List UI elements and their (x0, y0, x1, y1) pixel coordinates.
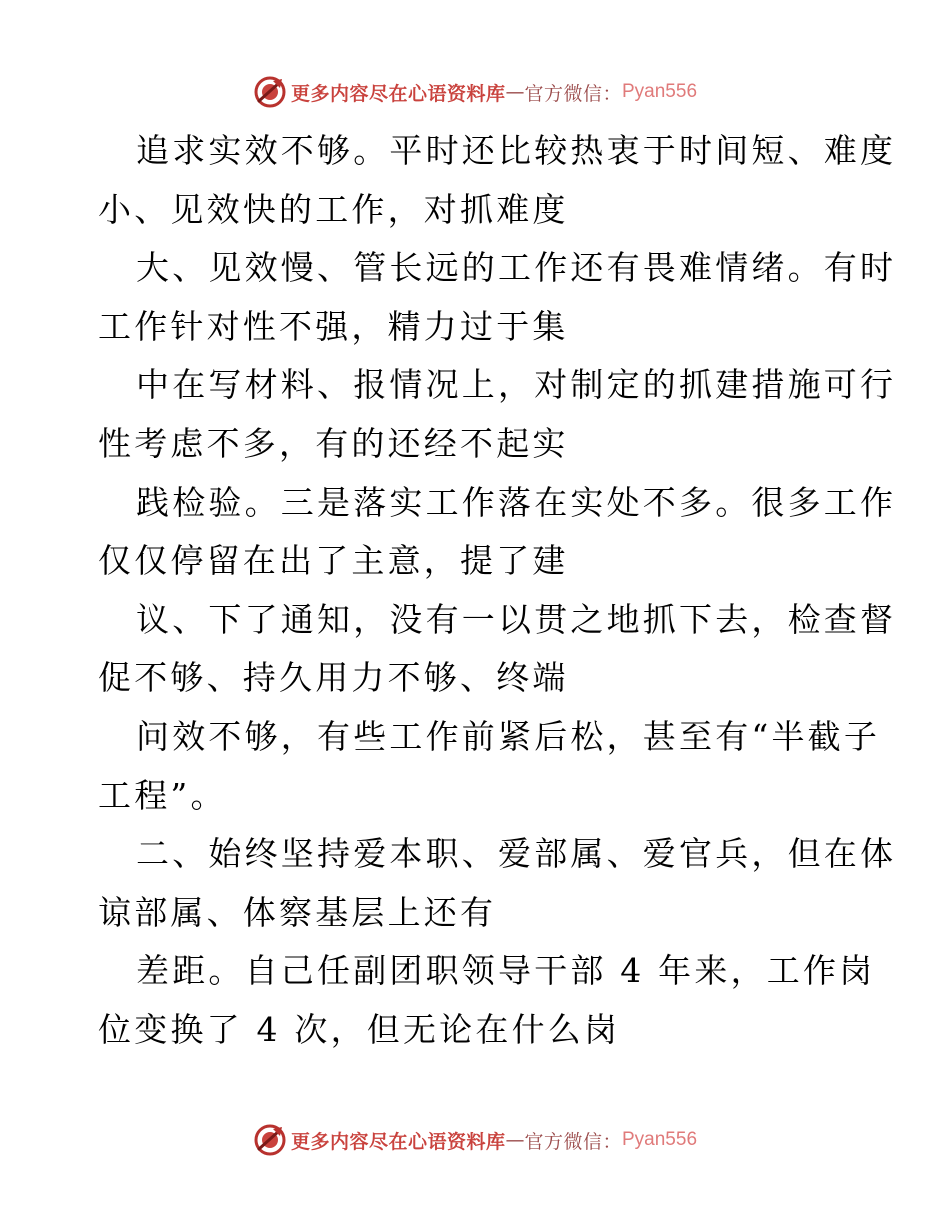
watermark-label: 官方微信： (524, 82, 622, 105)
watermark-title: 更多内容尽在心语资料库 (290, 1130, 506, 1153)
body-line: 大、见效慢、管长远的工作还有畏难情绪。有时 (136, 248, 897, 288)
watermark-label: 官方微信： (524, 1130, 622, 1153)
body-line: 谅部属、体察基层上还有 (98, 892, 497, 932)
footer-watermark (0, 1120, 950, 1160)
watermark-separator: — (505, 1129, 525, 1151)
watermark-handle: Pyan556 (622, 1129, 698, 1150)
header-watermark (0, 72, 950, 112)
body-line: 追求实效不够。平时还比较热衷于时间短、难度 (136, 131, 897, 170)
body-line: 工程”。 (98, 775, 227, 815)
red-circular-seal-icon (253, 75, 287, 109)
body-line: 性考虑不多，有的还经不起实 (98, 423, 569, 463)
document-body (98, 122, 897, 1060)
body-line: 二、始终坚持爱本职、爱部属、爱官兵，但在体 (136, 834, 897, 874)
body-line: 位变换了 4 次，但无论在什么岗 (98, 1009, 621, 1049)
body-line: 小、见效快的工作，对抓难度 (98, 189, 569, 229)
body-line: 践检验。三是落实工作落在实处不多。很多工作 (136, 482, 897, 522)
body-line: 问效不够，有些工作前紧后松，甚至有“半截子 (136, 716, 881, 756)
body-line: 差距。自己任副团职领导干部 4 年来，工作岗 (136, 951, 876, 991)
watermark-title: 更多内容尽在心语资料库 (290, 82, 506, 105)
red-circular-seal-icon (253, 1123, 287, 1157)
body-line: 工作针对性不强，精力过于集 (98, 306, 569, 346)
body-line: 促不够、持久用力不够、终端 (98, 658, 569, 698)
watermark-separator: — (505, 81, 525, 103)
watermark-handle: Pyan556 (622, 81, 698, 102)
body-line: 仅仅停留在出了主意，提了建 (98, 541, 569, 581)
body-line: 中在写材料、报情况上，对制定的抓建措施可行 (136, 365, 897, 405)
body-line: 议、下了通知，没有一以贯之地抓下去，检查督 (136, 599, 897, 639)
